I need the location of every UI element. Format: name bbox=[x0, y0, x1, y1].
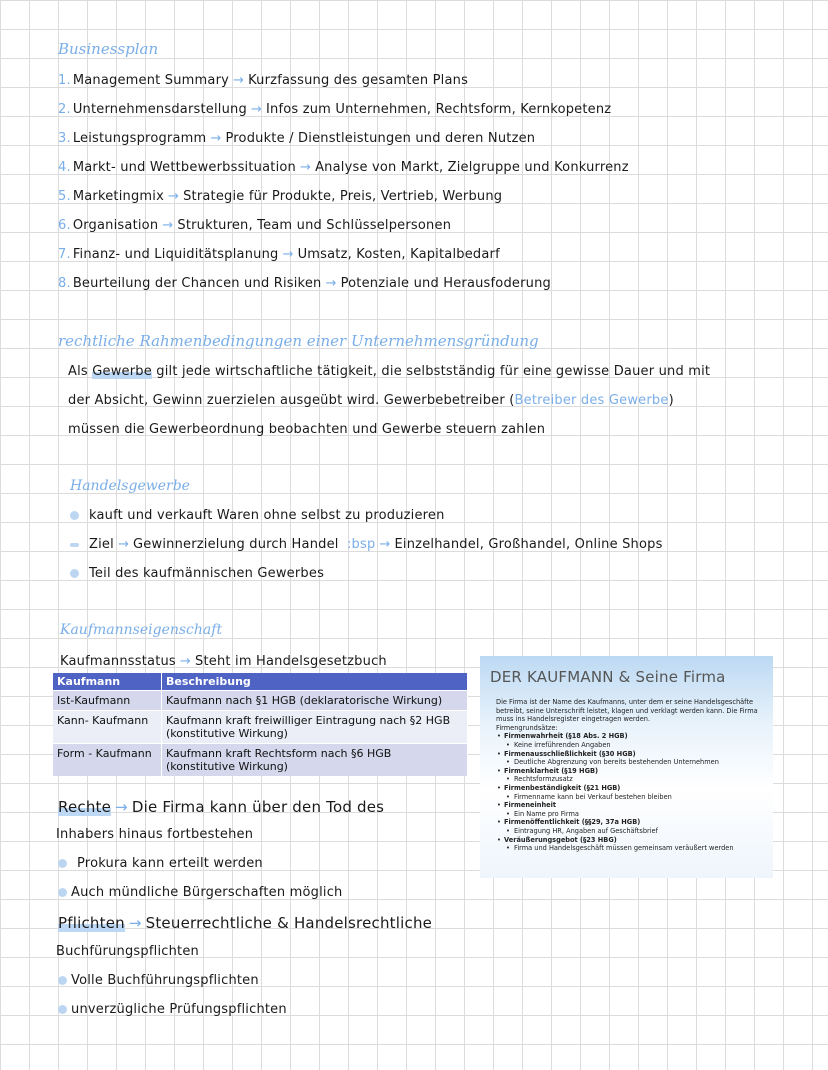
bullet-icon bbox=[58, 888, 67, 897]
slide-principle-detail: • Keine irreführenden Angaben bbox=[496, 741, 768, 750]
slide-principle: • Firmenbeständigkeit (§21 HGB) bbox=[496, 784, 768, 793]
bullet-text: kauft und verkauft Waren ohne selbst zu produzieren bbox=[89, 508, 445, 523]
slide-principle: • Firmenöffentlichkeit (§§29, 37a HGB) bbox=[496, 818, 768, 827]
arrow-icon: → bbox=[117, 537, 130, 552]
item-term: Leistungsprogramm bbox=[72, 131, 207, 146]
businessplan-item bbox=[58, 160, 629, 175]
betreiber-note: Betreiber des Gewerbe bbox=[514, 393, 669, 408]
slide-principle-detail: • Eintragung HR, Angaben auf Geschäftsbrief bbox=[496, 827, 768, 836]
rechte-line-2: Inhabers hinaus fortbestehen bbox=[56, 827, 254, 842]
table-cell: Kaufmann nach §1 HGB (deklaratorische Wirkung) bbox=[162, 691, 468, 711]
item-desc: Umsatz, Kosten, Kapitalbedarf bbox=[297, 247, 500, 262]
arrow-icon: → bbox=[210, 131, 222, 146]
bullet-icon bbox=[58, 976, 67, 985]
table-cell: Kann- Kaufmann bbox=[53, 711, 162, 744]
table-cell: Form - Kaufmann bbox=[53, 744, 162, 777]
pflichten-bullet-1 bbox=[58, 973, 259, 988]
item-number: 7. bbox=[58, 247, 71, 262]
item-desc: Strategie für Produkte, Preis, Vertrieb, Werbung bbox=[183, 189, 503, 204]
table-header-cell: Beschreibung bbox=[162, 673, 468, 691]
item-term: Finanz- und Liquiditätsplanung bbox=[72, 247, 279, 262]
pflichten-line-2: Buchfürungspflichten bbox=[56, 944, 199, 959]
arrow-icon: → bbox=[325, 276, 337, 291]
item-term: Marketingmix bbox=[72, 189, 164, 204]
rechtlich-text: Als bbox=[68, 364, 88, 379]
rechte-line-1 bbox=[58, 798, 384, 816]
rechtlich-text: gilt jede wirtschaftliche tätigkeit, die selbstständig für eine gewisse Dauer und mit bbox=[156, 364, 711, 379]
arrow-icon: → bbox=[282, 247, 294, 262]
item-term: Organisation bbox=[72, 218, 159, 233]
ziel-label: Ziel bbox=[89, 537, 114, 552]
slide-title: DER KAUFMANN & Seine Firma bbox=[490, 668, 726, 686]
item-number: 8. bbox=[58, 276, 71, 291]
table-header-row bbox=[53, 673, 468, 691]
slide-principle-detail: • Firma und Handelsgeschäft müssen gemeinsam veräußert werden bbox=[496, 844, 768, 853]
bullet-icon bbox=[70, 569, 79, 578]
beispiel-text: Einzelhandel, Großhandel, Online Shops bbox=[394, 537, 663, 552]
slide-intro: Die Firma ist der Name des Kaufmanns, unter dem er seine Handelsgeschäfte betreibt, seine Unterschrift leistet, klagen und verklagt werden kann. Die Firma muss ins Handelsregister eingetragen werden. bbox=[496, 698, 758, 724]
slide-principle: • Firmeneinheit bbox=[496, 801, 768, 810]
rechte-text: Die Firma kann über den Tod des bbox=[131, 798, 385, 816]
dash-icon bbox=[70, 543, 79, 547]
bullet-text: unverzügliche Prüfungspflichten bbox=[71, 1002, 287, 1017]
table-cell: Ist-Kaufmann bbox=[53, 691, 162, 711]
rechtlich-line-1 bbox=[68, 364, 710, 379]
status-label: Kaufmannsstatus bbox=[60, 654, 176, 669]
rechte-label: Rechte bbox=[58, 798, 112, 816]
arrow-icon: → bbox=[299, 160, 312, 175]
businessplan-item bbox=[58, 189, 502, 204]
businessplan-item bbox=[58, 131, 535, 146]
kaufmann-status-line bbox=[60, 654, 387, 669]
status-text: Steht im Handelsgesetzbuch bbox=[195, 654, 387, 669]
pflichten-bullet-2 bbox=[58, 1002, 287, 1017]
item-number: 1. bbox=[58, 73, 71, 88]
item-desc: Potenziale und Herausfoderung bbox=[340, 276, 551, 291]
slide-principle-detail: • Firmenname kann bei Verkauf bestehen bleiben bbox=[496, 793, 768, 802]
bullet-text: Volle Buchführungspflichten bbox=[71, 973, 259, 988]
item-desc: Produkte / Dienstleistungen und deren Nutzen bbox=[225, 131, 536, 146]
arrow-icon: → bbox=[233, 73, 245, 88]
ziel-text: Gewinnerzielung durch Handel bbox=[133, 537, 339, 552]
gewerbe-highlight: Gewerbe bbox=[92, 364, 152, 379]
slide-principle-detail: • Ein Name pro Firma bbox=[496, 810, 768, 819]
kaufmann-heading: Kaufmannseigenschaft bbox=[60, 622, 223, 638]
bsp-note: :bsp bbox=[346, 537, 376, 552]
item-number: 4. bbox=[58, 160, 71, 175]
slide-grundsaetze-label: Firmengrundsätze: bbox=[496, 723, 558, 732]
rechte-bullet-1 bbox=[58, 856, 263, 871]
businessplan-item bbox=[58, 247, 500, 262]
handelsgewerbe-heading: Handelsgewerbe bbox=[70, 478, 190, 494]
item-desc: Analyse von Markt, Zielgruppe und Konkurrenz bbox=[315, 160, 629, 175]
slide-principle-detail: • Rechtsformzusatz bbox=[496, 775, 768, 784]
arrow-icon: → bbox=[167, 189, 180, 204]
arrow-icon: → bbox=[250, 102, 263, 117]
slide-principle: • Firmenklarheit (§19 HGB) bbox=[496, 767, 768, 776]
businessplan-item bbox=[58, 218, 451, 233]
table-row bbox=[53, 691, 468, 711]
item-number: 2. bbox=[58, 102, 71, 117]
kaufmann-table bbox=[53, 673, 468, 776]
bullet-icon bbox=[58, 859, 67, 868]
slide-items bbox=[496, 732, 768, 852]
rechtlich-line-2 bbox=[68, 393, 674, 408]
item-term: Beurteilung der Chancen und Risiken bbox=[72, 276, 322, 291]
slide-principle: • Firmenausschließlichkeit (§30 HGB) bbox=[496, 750, 768, 759]
pflichten-text: Steuerrechtliche & Handelsrechtliche bbox=[145, 914, 433, 932]
arrow-icon: → bbox=[162, 218, 174, 233]
item-term: Management Summary bbox=[72, 73, 230, 88]
item-desc: Kurzfassung des gesamten Plans bbox=[248, 73, 469, 88]
rechtlich-text: der Absicht, Gewinn zuerzielen ausgeübt wird. Gewerbebetreiber ( bbox=[68, 393, 515, 408]
businessplan-heading: Businessplan bbox=[58, 40, 159, 58]
item-number: 6. bbox=[58, 218, 71, 233]
bullet-text: Auch mündliche Bürgerschaften möglich bbox=[71, 885, 343, 900]
bullet-text: Prokura kann erteilt werden bbox=[77, 856, 263, 871]
item-number: 3. bbox=[58, 131, 71, 146]
bullet-icon bbox=[58, 1005, 67, 1014]
item-desc: Infos zum Unternehmen, Rechtsform, Kernkopetenz bbox=[266, 102, 612, 117]
arrow-icon: → bbox=[115, 798, 128, 816]
handelsgewerbe-bullet-3 bbox=[70, 566, 324, 581]
pflichten-line-1 bbox=[58, 914, 432, 932]
businessplan-item bbox=[58, 102, 611, 117]
kaufmann-firma-slide bbox=[480, 656, 773, 878]
item-term: Unternehmensdarstellung bbox=[72, 102, 247, 117]
slide-principle-detail: • Deutliche Abgrenzung von bereits bestehenden Unternehmen bbox=[496, 758, 768, 767]
table-header-cell: Kaufmann bbox=[53, 673, 162, 691]
slide-principle: • Firmenwahrheit (§18 Abs. 2 HGB) bbox=[496, 732, 768, 741]
bullet-text: Teil des kaufmännischen Gewerbes bbox=[89, 566, 325, 581]
table-row bbox=[53, 744, 468, 777]
bullet-icon bbox=[70, 511, 79, 520]
handelsgewerbe-bullet-2 bbox=[70, 537, 663, 552]
arrow-icon: → bbox=[179, 654, 191, 669]
rechtlich-line-3: müssen die Gewerbeordnung beobachten und Gewerbe steuern zahlen bbox=[68, 422, 546, 437]
arrow-icon: → bbox=[128, 914, 142, 932]
arrow-icon: → bbox=[379, 537, 391, 552]
table-cell: Kaufmann kraft Rechtsform nach §6 HGB (konstitutive Wirkung) bbox=[162, 744, 468, 777]
businessplan-item bbox=[58, 73, 468, 88]
handelsgewerbe-bullet-1 bbox=[70, 508, 445, 523]
item-term: Markt- und Wettbewerbssituation bbox=[72, 160, 296, 175]
bsp-label: bsp bbox=[351, 537, 376, 552]
slide-body bbox=[496, 698, 768, 853]
rechte-bullet-2 bbox=[58, 885, 342, 900]
businessplan-item bbox=[58, 276, 551, 291]
table-cell: Kaufmann kraft freiwilliger Eintragung nach §2 HGB (konstitutive Wirkung) bbox=[162, 711, 468, 744]
item-desc: Strukturen, Team und Schlüsselpersonen bbox=[177, 218, 452, 233]
rechtlich-heading: rechtliche Rahmenbedingungen einer Unternehmensgründung bbox=[58, 332, 539, 350]
table-row bbox=[53, 711, 468, 744]
pflichten-label: Pflichten bbox=[58, 914, 125, 932]
slide-principle: • Veräußerungsgebot (§23 HBG) bbox=[496, 836, 768, 845]
rechtlich-text: ) bbox=[668, 393, 674, 408]
item-number: 5. bbox=[58, 189, 71, 204]
